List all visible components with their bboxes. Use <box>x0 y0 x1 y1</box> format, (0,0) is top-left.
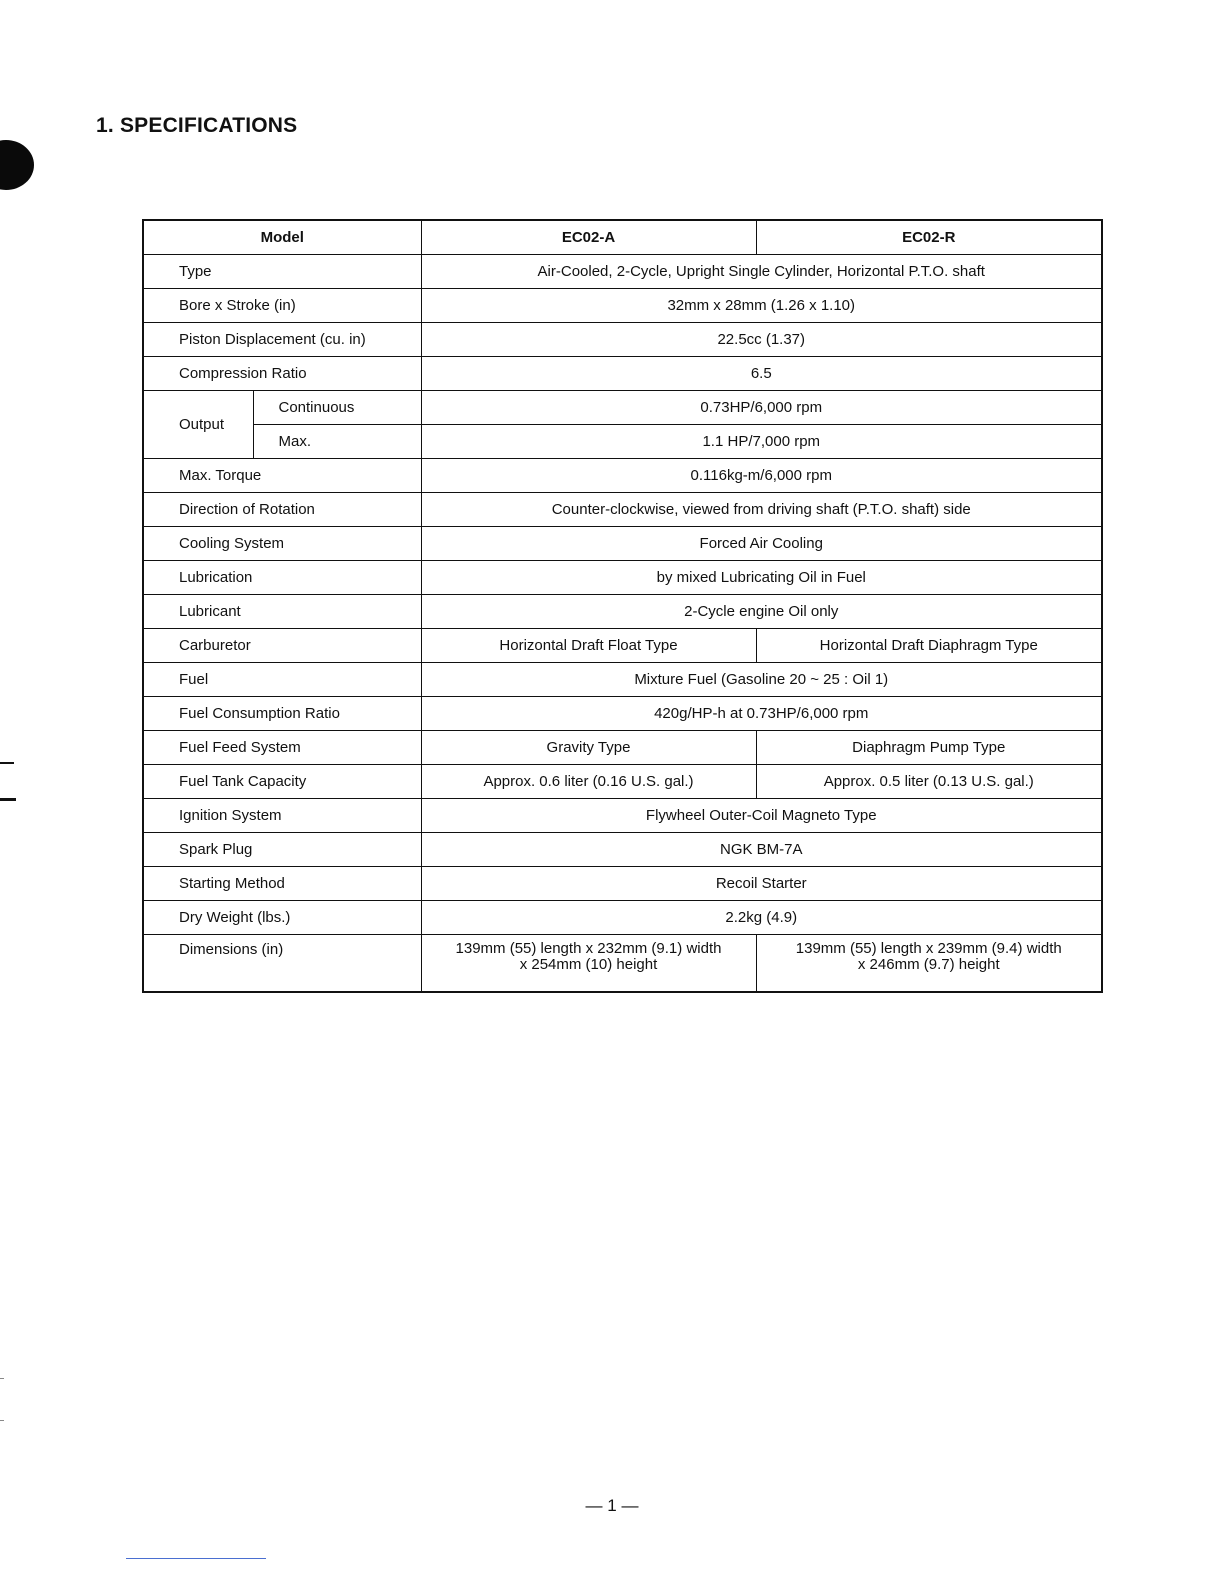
table-row <box>143 765 1102 799</box>
row-value-lubricant: 2-Cycle engine Oil only <box>421 595 1102 629</box>
row-value-consumption: 420g/HP-h at 0.73HP/6,000 rpm <box>421 697 1102 731</box>
row-value-feed-r: Diaphragm Pump Type <box>756 731 1102 765</box>
table-header-row <box>143 220 1102 255</box>
table-row <box>143 595 1102 629</box>
row-label-compression: Compression Ratio <box>143 357 421 391</box>
row-value-lubrication: by mixed Lubricating Oil in Fuel <box>421 561 1102 595</box>
row-label-fuel: Fuel <box>143 663 421 697</box>
table-row <box>143 357 1102 391</box>
row-label-spark: Spark Plug <box>143 833 421 867</box>
row-sublabel-max: Max. <box>253 425 421 459</box>
table-row <box>143 561 1102 595</box>
row-label-lubrication: Lubrication <box>143 561 421 595</box>
table-row <box>143 527 1102 561</box>
row-label-displacement: Piston Displacement (cu. in) <box>143 323 421 357</box>
row-value-weight: 2.2kg (4.9) <box>421 901 1102 935</box>
table-row <box>143 901 1102 935</box>
section-title: 1. SPECIFICATIONS <box>96 114 298 137</box>
row-value-spark: NGK BM-7A <box>421 833 1102 867</box>
row-label-feed: Fuel Feed System <box>143 731 421 765</box>
row-value-continuous: 0.73HP/6,000 rpm <box>421 391 1102 425</box>
edge-mark <box>0 1420 4 1421</box>
table-row <box>143 255 1102 289</box>
row-label-tank: Fuel Tank Capacity <box>143 765 421 799</box>
row-value-starting: Recoil Starter <box>421 867 1102 901</box>
dimensions-r-line1: 139mm (55) length x 239mm (9.4) width <box>795 940 1062 957</box>
row-value-feed-a: Gravity Type <box>421 731 756 765</box>
table-row <box>143 629 1102 663</box>
specifications-table <box>142 219 1103 993</box>
table-row <box>143 731 1102 765</box>
row-value-cooling: Forced Air Cooling <box>421 527 1102 561</box>
dimensions-a-line1: 139mm (55) length x 232mm (9.1) width <box>455 940 722 957</box>
table-row <box>143 391 1102 425</box>
row-value-torque: 0.116kg-m/6,000 rpm <box>421 459 1102 493</box>
row-label-consumption: Fuel Consumption Ratio <box>143 697 421 731</box>
table-row <box>143 799 1102 833</box>
bottom-rule <box>126 1558 266 1559</box>
row-value-tank-a: Approx. 0.6 liter (0.16 U.S. gal.) <box>421 765 756 799</box>
edge-mark <box>0 762 14 764</box>
row-value-displacement: 22.5cc (1.37) <box>421 323 1102 357</box>
edge-mark <box>0 798 16 801</box>
row-label-type: Type <box>143 255 421 289</box>
row-label-torque: Max. Torque <box>143 459 421 493</box>
table-row <box>143 425 1102 459</box>
row-label-output: Output <box>143 391 253 459</box>
row-sublabel-continuous: Continuous <box>253 391 421 425</box>
row-value-carburetor-r: Horizontal Draft Diaphragm Type <box>756 629 1102 663</box>
row-value-bore: 32mm x 28mm (1.26 x 1.10) <box>421 289 1102 323</box>
row-value-carburetor-a: Horizontal Draft Float Type <box>421 629 756 663</box>
row-label-ignition: Ignition System <box>143 799 421 833</box>
row-label-weight: Dry Weight (lbs.) <box>143 901 421 935</box>
row-label-starting: Starting Method <box>143 867 421 901</box>
table-row <box>143 867 1102 901</box>
table-row <box>143 663 1102 697</box>
header-model: Model <box>143 220 421 255</box>
row-value-tank-r: Approx. 0.5 liter (0.13 U.S. gal.) <box>756 765 1102 799</box>
row-label-cooling: Cooling System <box>143 527 421 561</box>
row-label-carburetor: Carburetor <box>143 629 421 663</box>
table-row <box>143 833 1102 867</box>
row-label-rotation: Direction of Rotation <box>143 493 421 527</box>
row-value-ignition: Flywheel Outer-Coil Magneto Type <box>421 799 1102 833</box>
table-row <box>143 493 1102 527</box>
table-row <box>143 289 1102 323</box>
dimensions-a-line2: x 254mm (10) height <box>519 956 658 973</box>
edge-mark <box>0 1378 4 1379</box>
table-row <box>143 459 1102 493</box>
header-ec02-r: EC02-R <box>756 220 1102 255</box>
row-value-rotation: Counter-clockwise, viewed from driving shaft (P.T.O. shaft) side <box>421 493 1102 527</box>
row-label-lubricant: Lubricant <box>143 595 421 629</box>
row-value-fuel: Mixture Fuel (Gasoline 20 ~ 25 : Oil 1) <box>421 663 1102 697</box>
row-value-dimensions-r <box>756 935 1102 993</box>
row-value-max: 1.1 HP/7,000 rpm <box>421 425 1102 459</box>
row-label-dimensions: Dimensions (in) <box>143 935 421 993</box>
table-row <box>143 697 1102 731</box>
row-value-dimensions-a <box>421 935 756 993</box>
binder-hole <box>0 140 34 190</box>
row-value-compression: 6.5 <box>421 357 1102 391</box>
dimensions-r-line2: x 246mm (9.7) height <box>857 956 1000 973</box>
header-ec02-a: EC02-A <box>421 220 756 255</box>
table-row <box>143 935 1102 993</box>
row-label-bore: Bore x Stroke (in) <box>143 289 421 323</box>
table-row <box>143 323 1102 357</box>
page-number: — 1 — <box>585 1496 639 1515</box>
row-value-type: Air-Cooled, 2-Cycle, Upright Single Cylinder, Horizontal P.T.O. shaft <box>421 255 1102 289</box>
